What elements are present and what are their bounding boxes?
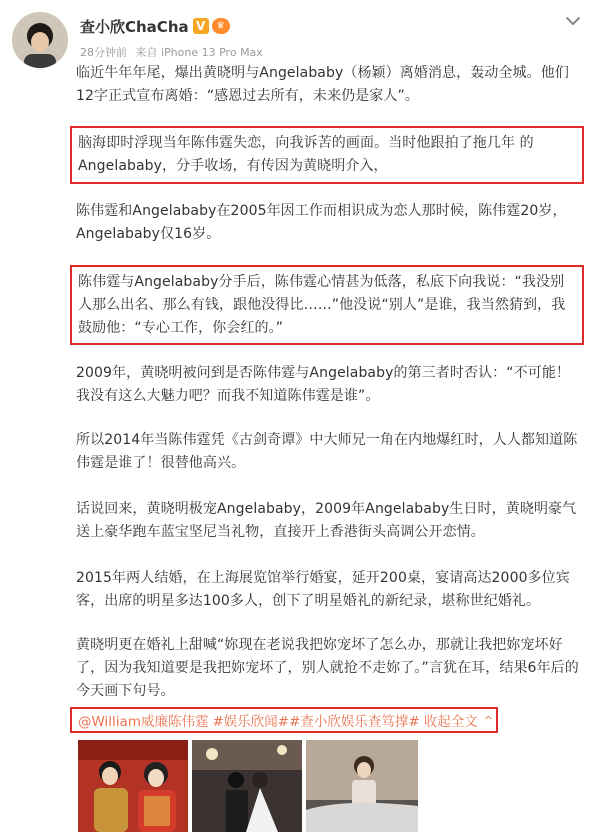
paragraph-8: 2015年两人结婚，在上海展览馆举行婚宴，延开200桌，宴请高达2000多位宾客，出席的明星多达100多人，创下了明星婚礼的新纪录，堪称世纪婚礼。 [76,570,570,609]
paragraph-6: 所以2014年当陈伟霆凭《古剑奇谭》中大师兄一角在内地爆红时，人人都知道陈伟霆是谁了！很替他高兴。 [76,432,578,471]
paragraph-3: 陈伟霆和Angelababy在2005年因工作而相识成为恋人那时候，陈伟霆20岁，Angelababy仅16岁。 [76,203,567,242]
chevron-up-icon[interactable]: ^ [483,713,493,727]
post-meta [80,44,268,60]
paragraph-4-highlighted: 陈伟霆与Angelababy分手后，陈伟霆心情甚为低落，私底下向我说：“我没别人那么出名、那么有钱，跟他没得比……”他没说“别人”是谁，我当然猜到，我鼓励他：“专心工作，你会红的。” [70,265,584,345]
post-source: 来自 iPhone 13 Pro Max [135,46,263,59]
chevron-down-icon[interactable] [562,10,584,32]
paragraph-5: 2009年，黄晓明被问到是否陈伟霆与Angelababy的第三者时否认：“不可能！我没有这么大魅力吧？而我不知道陈伟霆是谁”。 [76,365,571,404]
topic-link-2[interactable]: #查小欣娱乐查笃撑# [289,714,420,730]
collapse-button[interactable]: 收起全文 [423,714,478,730]
topic-link-1[interactable]: #娱乐欣闻# [212,714,290,730]
photo-thumbnail-3[interactable] [306,740,418,832]
vip-badge-icon: ♛ [212,18,230,34]
paragraph-2-highlighted: 脑海即时浮现当年陈伟霆失恋，向我诉苦的画面。当时他跟拍了拖几年 的Angelababy，分手收场，有传因为黄晓明介入， [70,126,584,184]
mention-link[interactable]: @William威廉陈伟霆 [78,714,209,730]
paragraph-7: 话说回来，黄晓明极宠Angelababy，2009年Angelababy生日时，黄晓明豪气送上豪华跑车蓝宝坚尼当礼物，直接开上香港街头高调公开恋情。 [76,501,577,540]
verified-badge-icon: V [193,18,209,34]
avatar[interactable] [12,12,68,68]
author-row [80,14,230,38]
tags-row [70,707,498,733]
photo-thumbnail-1[interactable] [78,740,188,832]
author-name[interactable]: 查小欣ChaCha [80,17,189,36]
paragraph-1: 临近牛年年尾，爆出黄晓明与Angelababy（杨颖）离婚消息，轰动全城。他们12字正式宣布离婚：“感恩过去所有，未来仍是家人”。 [76,65,569,104]
photo-thumbnail-2[interactable] [192,740,302,832]
paragraph-9: 黄晓明更在婚礼上甜喊“妳现在老说我把妳宠坏了怎么办，那就让我把妳宠坏好了，因为我知道要是我把妳宠坏了，别人就抢不走妳了。”言犹在耳，结果6年后的今天画下句号。 [76,637,579,699]
post-time[interactable]: 28分钟前 [80,46,127,59]
